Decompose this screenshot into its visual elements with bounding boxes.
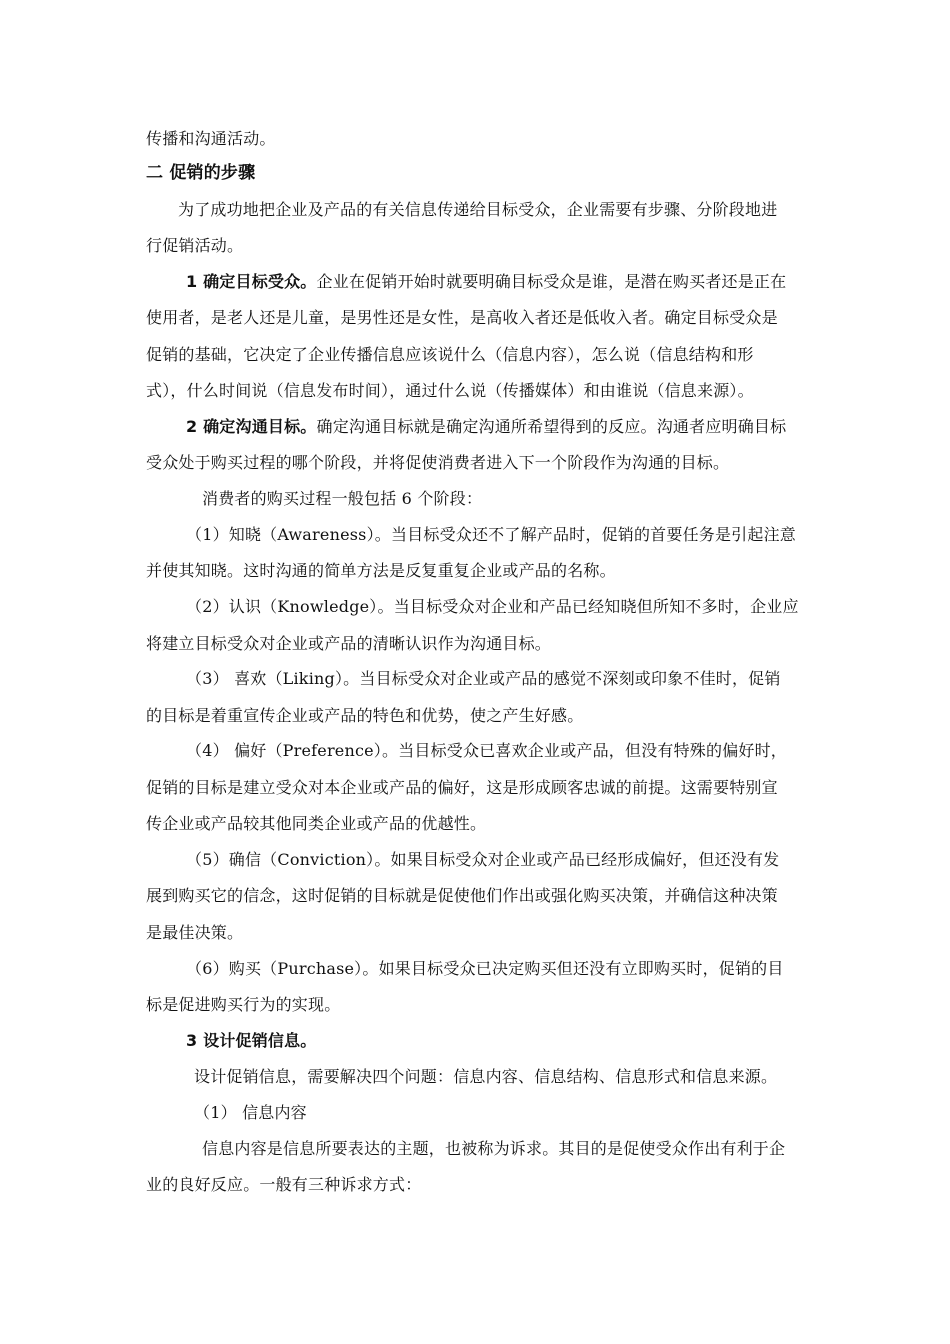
paragraph-line: 的目标是着重宣传企业或产品的特色和优势，使之产生好感。 [146,706,584,725]
paragraph-line: 传播和沟通活动。 [146,129,276,148]
paragraph-line: 并使其知晓。这时沟通的简单方法是反复重复企业或产品的名称。 [146,561,616,580]
paragraph-line: （4） 偏好（Preference）。当目标受众已喜欢企业或产品，但没有特殊的偏好时， [186,741,787,760]
subheading-design-message: 3 设计促销信息。 [186,1031,317,1050]
paragraph-line: 是最佳决策。 [146,923,244,942]
paragraph-line: （2）认识（Knowledge）。当目标受众对企业和产品已经知晓但所知不多时，企业应 [186,597,799,616]
paragraph-line: 行促销活动。 [146,236,244,255]
paragraph-line: 消费者的购买过程一般包括 6 个阶段： [202,489,483,508]
subheading-communication-goal: 2 确定沟通目标。 [186,417,317,436]
paragraph-line: 信息内容是信息所要表达的主题，也被称为诉求。其目的是促使受众作出有利于企 [202,1139,786,1158]
paragraph-line: 促销的目标是建立受众对本企业或产品的偏好，这是形成顾客忠诚的前提。这需要特别宣 [146,778,778,797]
paragraph-line [186,272,786,292]
paragraph-line: （5）确信（Conviction）。如果目标受众对企业或产品已经形成偏好，但还没有发 [186,850,780,869]
paragraph-line [186,417,786,437]
paragraph-line: （1）知晓（Awareness）。当目标受众还不了解产品时，促销的首要任务是引起注意 [186,525,796,544]
paragraph-line: 传企业或产品较其他同类企业或产品的优越性。 [146,814,487,833]
paragraph-line: 受众处于购买过程的哪个阶段，并将促使消费者进入下一个阶段作为沟通的目标。 [146,453,730,472]
paragraph-line: （6）购买（Purchase）。如果目标受众已决定购买但还没有立即购买时，促销的目 [186,959,784,978]
paragraph-line: 将建立目标受众对企业或产品的清晰认识作为沟通目标。 [146,634,552,653]
paragraph-line: 促销的基础，它决定了企业传播信息应该说什么（信息内容），怎么说（信息结构和形 [146,345,754,364]
paragraph-text: 企业在促销开始时就要明确目标受众是谁，是潜在购买者还是正在 [316,272,787,291]
paragraph-line: （1） 信息内容 [194,1103,307,1122]
paragraph-line: 标是促进购买行为的实现。 [146,995,341,1014]
paragraph-line: 使用者，是老人还是儿童，是男性还是女性，是高收入者还是低收入者。确定目标受众是 [146,308,778,327]
paragraph-line: （3） 喜欢（Liking）。当目标受众对企业或产品的感觉不深刻或印象不佳时，促销 [186,669,781,688]
paragraph-line: 业的良好反应。一般有三种诉求方式： [146,1175,422,1194]
paragraph-line: 为了成功地把企业及产品的有关信息传递给目标受众，企业需要有步骤、分阶段地进 [178,200,778,219]
section-heading: 二 促销的步骤 [146,163,256,183]
paragraph-line: 展到购买它的信念，这时促销的目标就是促使他们作出或强化购买决策，并确信这种决策 [146,886,778,905]
subheading-target-audience: 1 确定目标受众。 [186,272,317,291]
paragraph-line: 式），什么时间说（信息发布时间），通过什么说（传播媒体）和由谁说（信息来源）。 [146,381,754,400]
paragraph-line: 设计促销信息，需要解决四个问题：信息内容、信息结构、信息形式和信息来源。 [194,1067,778,1086]
paragraph-text: 确定沟通目标就是确定沟通所希望得到的反应。沟通者应明确目标 [316,417,787,436]
